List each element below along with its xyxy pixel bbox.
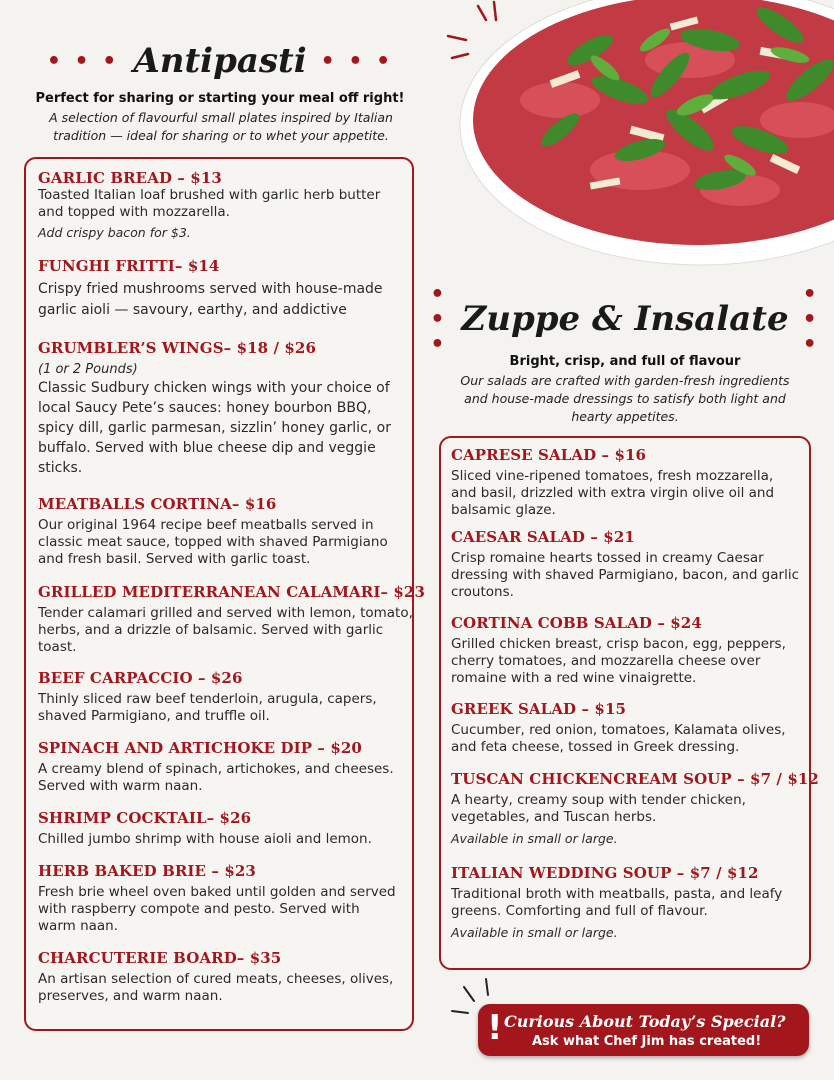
menu-item (38, 583, 425, 656)
item-description: A creamy blend of spinach, artichokes, and cheeses. Served with warm naan. (38, 761, 394, 794)
section-title: Antipasti (133, 41, 307, 81)
item-name: GRUMBLER’S WINGS– $18 / $26 (38, 339, 317, 357)
section-tagline: Bright, crisp, and full of flavour (509, 354, 741, 369)
item-description: Sliced vine-ripened tomatoes, fresh mozzarella, and basil, drizzled with extra virgin olive oil and balsamic glaze. (451, 468, 775, 518)
item-description: Our original 1964 recipe beef meatballs served in classic meat sauce, topped with shaved Parmigiano and fresh basil. Served with garlic toast. (38, 517, 388, 567)
item-description: Chilled jumbo shrimp with house aioli and lemon. (38, 831, 372, 847)
item-name: GREEK SALAD – $15 (451, 700, 627, 718)
todays-special-callout (478, 1004, 809, 1056)
item-name: CORTINA COBB SALAD – $24 (451, 614, 702, 632)
item-description: Thinly sliced raw beef tenderloin, arugula, capers, shaved Parmigiano, and truffle oil. (38, 691, 377, 724)
antipasti-heading (20, 38, 420, 84)
menu-item (38, 809, 372, 848)
item-name: SHRIMP COCKTAIL– $26 (38, 809, 252, 827)
section-title: Zuppe & Insalate (461, 299, 789, 339)
item-note: Add crispy bacon for $3. (38, 225, 191, 240)
decorative-dots-right: • • • (802, 281, 820, 357)
menu-item (38, 949, 400, 1005)
menu-item (38, 257, 400, 321)
sparkle-lines (448, 2, 496, 58)
item-description: Crisp romaine hearts tossed in creamy Caesar dressing with shaved Parmigiano, bacon, and garlic croutons. (451, 550, 799, 600)
item-name: ITALIAN WEDDING SOUP – $7 / $12 (451, 864, 759, 882)
decorative-dots-right: • • • (320, 48, 394, 74)
decorative-dots-left: • • • (430, 281, 448, 357)
antipasti-menu-box (24, 157, 426, 1031)
zuppe-heading (430, 281, 820, 357)
item-name: BEEF CARPACCIO – $26 (38, 669, 243, 687)
menu-item (38, 339, 400, 478)
exclamation-icon: ! (487, 1008, 503, 1048)
item-note: Available in small or large. (451, 831, 618, 846)
menu-item (38, 495, 400, 568)
item-name: GRILLED MEDITERRANEAN CALAMARI– $23 (38, 583, 426, 601)
item-description: Tender calamari grilled and served with lemon, tomato, herbs, and a drizzle of balsamic. Served with garlic toast. (38, 605, 413, 655)
item-name: TUSCAN CHICKENCREAM SOUP – $7 / $12 (451, 770, 819, 788)
special-subtitle: Ask what Chef Jim has created! (532, 1034, 762, 1049)
menu-item (451, 446, 799, 519)
item-name: CAESAR SALAD – $21 (451, 528, 635, 546)
menu-item (38, 169, 400, 241)
menu-item (451, 700, 799, 756)
item-description: An artisan selection of cured meats, cheeses, olives, preserves, and warm naan. (38, 971, 394, 1004)
item-description: Traditional broth with meatballs, pasta, and leafy greens. Comforting and full of flavour. (451, 886, 783, 919)
item-name: SPINACH AND ARTICHOKE DIP – $20 (38, 739, 362, 757)
menu-item (38, 862, 400, 935)
item-name: CHARCUTERIE BOARD– $35 (38, 949, 282, 967)
menu-item (451, 864, 799, 941)
section-tagline: Perfect for sharing or starting your meal off right! (35, 91, 405, 106)
item-name: GARLIC BREAD – $13 (38, 169, 222, 187)
item-description: Cucumber, red onion, tomatoes, Kalamata olives, and feta cheese, tossed in Greek dressing. (451, 722, 786, 755)
item-name: CAPRESE SALAD – $16 (451, 446, 647, 464)
item-description: Grilled chicken breast, crisp bacon, egg, peppers, cherry tomatoes, and mozzarella cheese over romaine with a red wine vinaigrette. (451, 636, 786, 686)
item-description: Classic Sudbury chicken wings with your choice of local Saucy Pete’s sauces: honey bourbon BBQ, spicy dill, garlic parmesan, sizzlin’ honey garlic, or buffalo. Served with blue cheese dip and veggie sticks. (38, 380, 391, 476)
special-question: Curious About Today’s Special? (504, 1012, 786, 1031)
item-note: (1 or 2 Pounds) (38, 362, 138, 377)
zuppe-menu-box (439, 436, 819, 970)
item-note: Available in small or large. (451, 925, 618, 940)
plate-illustration (440, 0, 834, 270)
menu-item (38, 669, 400, 725)
decorative-dots-left: • • • (46, 48, 120, 74)
beef-carpaccio-photo (440, 0, 834, 270)
item-name: FUNGHI FRITTI– $14 (38, 257, 220, 275)
menu-item (451, 770, 819, 847)
menu-item (451, 528, 799, 601)
item-name: HERB BAKED BRIE – $23 (38, 862, 256, 880)
item-description: A hearty, creamy soup with tender chicken, vegetables, and Tuscan herbs. (451, 792, 746, 825)
item-description: Fresh brie wheel oven baked until golden and served with raspberry compote and pesto. Served with warm naan. (38, 884, 396, 934)
menu-item (38, 739, 400, 795)
section-intro: A selection of flavourful small plates inspired by Italian tradition — ideal for sharing or to whet your appetite. (49, 110, 393, 143)
menu-item (451, 614, 799, 687)
item-name: MEATBALLS CORTINA– $16 (38, 495, 277, 513)
section-intro: Our salads are crafted with garden-fresh ingredients and house-made dressings to satisfy both light and hearty appetites. (460, 373, 790, 424)
item-description: Toasted Italian loaf brushed with garlic herb butter and topped with mozzarella. (38, 187, 381, 220)
item-description: Crispy fried mushrooms served with house-made garlic aioli — savoury, earthy, and addictive (38, 281, 383, 318)
